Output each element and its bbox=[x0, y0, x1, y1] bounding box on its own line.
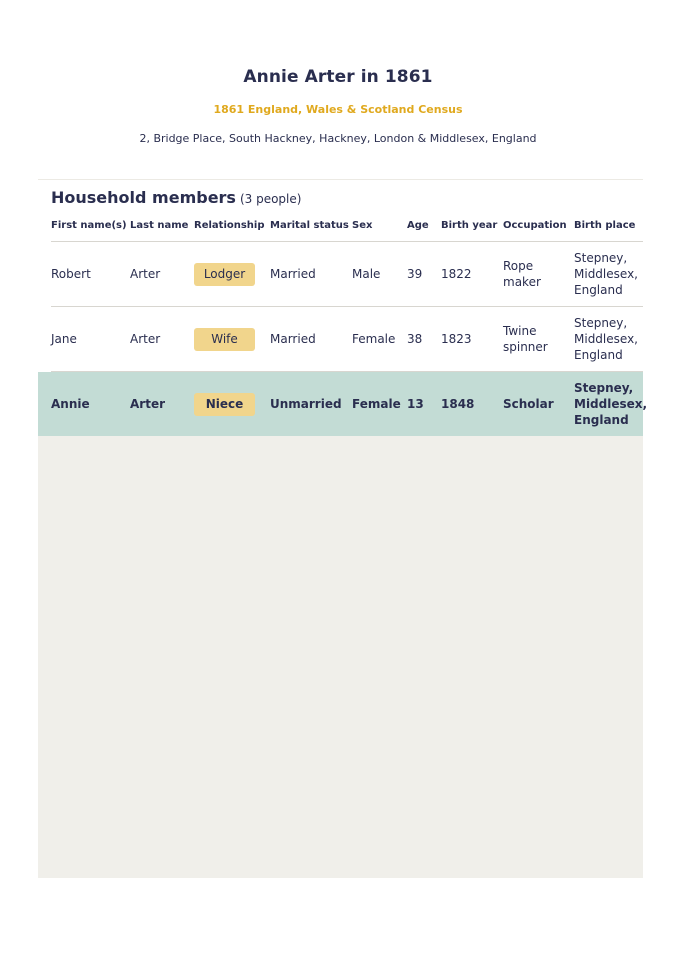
column-header-marital-status: Marital status bbox=[270, 220, 352, 242]
cell-relationship bbox=[194, 372, 270, 437]
column-header-occupation: Occupation bbox=[503, 220, 574, 242]
column-header-sex: Sex bbox=[352, 220, 407, 242]
cell-sex: Female bbox=[352, 372, 407, 437]
cell-occupation: Scholar bbox=[503, 372, 574, 437]
cell-marital-status: Unmarried bbox=[270, 372, 352, 437]
cell-age: 38 bbox=[407, 307, 441, 372]
cell-first-name: Annie bbox=[51, 372, 130, 437]
cell-birth-place: Stepney, Middlesex, England bbox=[574, 242, 643, 307]
cell-last-name: Arter bbox=[130, 307, 194, 372]
cell-last-name: Arter bbox=[130, 372, 194, 437]
household-card bbox=[38, 179, 648, 435]
household-table bbox=[51, 220, 648, 436]
cell-age: 39 bbox=[407, 242, 441, 307]
household-panel bbox=[38, 179, 648, 878]
cell-age: 13 bbox=[407, 372, 441, 437]
cell-marital-status: Married bbox=[270, 307, 352, 372]
column-header-birth-place: Birth place bbox=[574, 220, 643, 242]
table-row[interactable] bbox=[51, 307, 643, 372]
cell-relationship bbox=[194, 307, 270, 372]
column-header-last-name: Last name bbox=[130, 220, 194, 242]
cell-first-name: Robert bbox=[51, 242, 130, 307]
page-title: Annie Arter in 1861 bbox=[243, 67, 433, 87]
cell-sex: Female bbox=[352, 307, 407, 372]
column-header-age: Age bbox=[407, 220, 441, 242]
cell-occupation: Twine spinner bbox=[503, 307, 574, 372]
household-heading-label: Household members bbox=[51, 188, 236, 207]
cell-last-name: Arter bbox=[130, 242, 194, 307]
relationship-tag: Lodger bbox=[194, 263, 255, 286]
address: 2, Bridge Place, South Hackney, Hackney, London & Middlesex, England bbox=[139, 132, 537, 145]
table-row[interactable] bbox=[51, 242, 643, 307]
cell-first-name: Jane bbox=[51, 307, 130, 372]
cell-birth-place: Stepney, Middlesex, England bbox=[574, 372, 643, 437]
household-heading bbox=[51, 188, 301, 207]
cell-birth-year: 1823 bbox=[441, 307, 503, 372]
relationship-tag: Niece bbox=[194, 393, 255, 416]
relationship-tag: Wife bbox=[194, 328, 255, 351]
table-row-highlighted[interactable] bbox=[51, 372, 643, 437]
table-header-row bbox=[51, 220, 643, 242]
cell-relationship bbox=[194, 242, 270, 307]
column-header-relationship: Relationship bbox=[194, 220, 270, 242]
column-header-first-name: First name(s) bbox=[51, 220, 130, 242]
household-count: (3 people) bbox=[239, 192, 302, 206]
column-header-birth-year: Birth year bbox=[441, 220, 503, 242]
cell-birth-year: 1848 bbox=[441, 372, 503, 437]
cell-birth-year: 1822 bbox=[441, 242, 503, 307]
cell-sex: Male bbox=[352, 242, 407, 307]
cell-occupation: Rope maker bbox=[503, 242, 574, 307]
cell-marital-status: Married bbox=[270, 242, 352, 307]
cell-birth-place: Stepney, Middlesex, England bbox=[574, 307, 643, 372]
census-name: 1861 England, Wales & Scotland Census bbox=[213, 103, 463, 116]
